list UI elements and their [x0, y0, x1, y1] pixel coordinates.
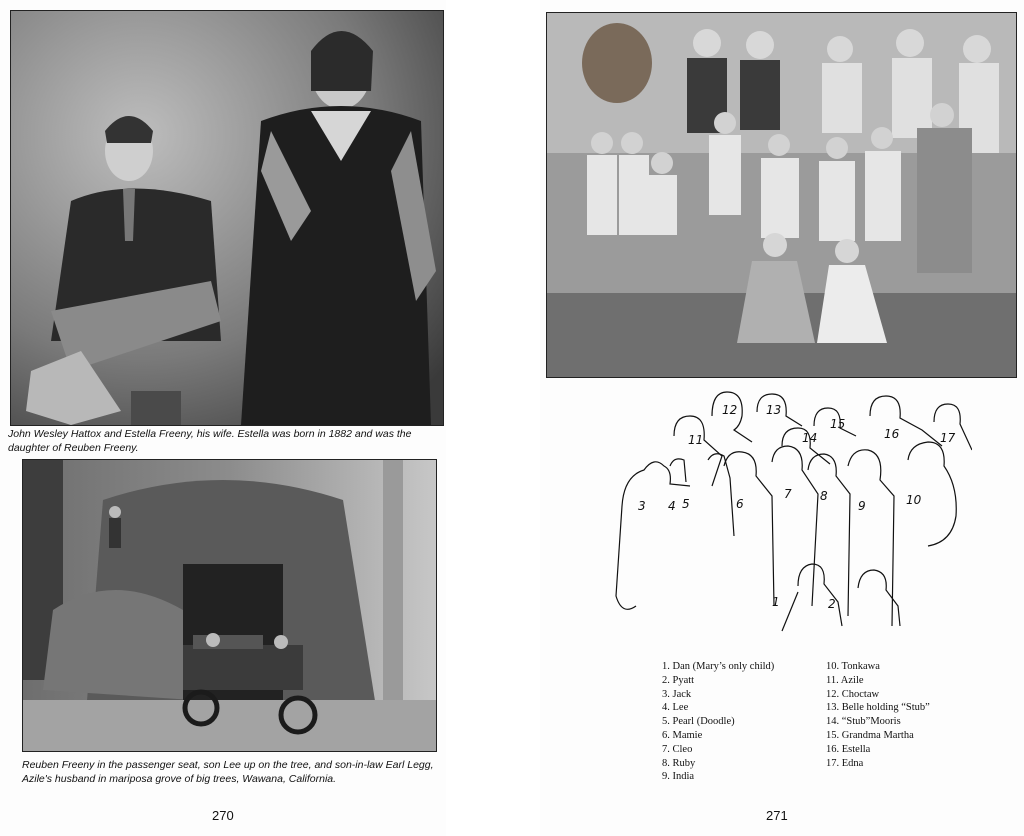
legend-column-2 — [826, 660, 930, 770]
sequoia-car-photo — [22, 459, 437, 752]
legend-item: 10. Tonkawa — [826, 661, 880, 672]
legend-item: 4. Lee — [662, 702, 689, 714]
legend-item: 16. Estella — [826, 743, 871, 755]
key-number-15: 15 — [830, 417, 846, 431]
key-number-13: 13 — [766, 403, 782, 417]
key-number-3: 3 — [638, 499, 646, 513]
group-key-diagram — [612, 386, 972, 636]
key-number-7: 7 — [784, 487, 792, 501]
key-number-6: 6 — [736, 497, 744, 511]
key-number-2: 2 — [828, 597, 836, 611]
legend-item: 14. “Stub”Mooris — [826, 716, 901, 728]
key-number-14: 14 — [802, 431, 818, 445]
legend-item: 15. Grandma Martha — [826, 729, 914, 741]
legend-item: 8. Ruby — [662, 757, 696, 769]
legend-item: 9. India — [662, 771, 695, 783]
key-number-4: 4 — [668, 499, 676, 513]
legend-item: 11. Azile — [826, 674, 864, 686]
key-number-8: 8 — [820, 489, 828, 503]
page-number-left: 270 — [212, 808, 234, 823]
page-number-right: 271 — [766, 808, 788, 823]
right-page — [540, 0, 1024, 836]
legend-item: 1. Dan (Mary’s only child) — [662, 661, 775, 672]
legend-item: 13. Belle holding “Stub” — [826, 702, 930, 714]
key-number-9: 9 — [858, 499, 866, 513]
key-number-12: 12 — [722, 403, 738, 417]
legend-item: 3. Jack — [662, 688, 692, 700]
key-number-10: 10 — [906, 493, 922, 507]
key-number-5: 5 — [682, 497, 690, 511]
legend-item: 5. Pearl (Doodle) — [662, 716, 735, 728]
key-number-16: 16 — [884, 427, 900, 441]
legend-item: 2. Pyatt — [662, 674, 695, 686]
key-number-1: 1 — [772, 595, 780, 609]
legend-item: 17. Edna — [826, 757, 864, 769]
sequoia-caption: Reuben Freeny in the passenger seat, son Lee up on the tree, and son-in-law Earl Legg, Azile's husband in mariposa grove of big trees, Wawana, California. — [22, 759, 434, 785]
key-number-17: 17 — [940, 431, 956, 445]
group-photo — [546, 12, 1017, 378]
key-number-11: 11 — [688, 433, 704, 447]
legend-item: 6. Mamie — [662, 729, 703, 741]
portrait-photo — [10, 10, 444, 426]
left-page — [0, 0, 446, 836]
legend-item: 12. Choctaw — [826, 688, 880, 700]
key-number-labels — [638, 403, 956, 611]
legend-column-1 — [662, 660, 774, 784]
portrait-caption: John Wesley Hattox and Estella Freeny, his wife. Estella was born in 1882 and was the daughter of Reuben Freeny. — [8, 428, 412, 454]
legend-item: 7. Cleo — [662, 743, 693, 755]
